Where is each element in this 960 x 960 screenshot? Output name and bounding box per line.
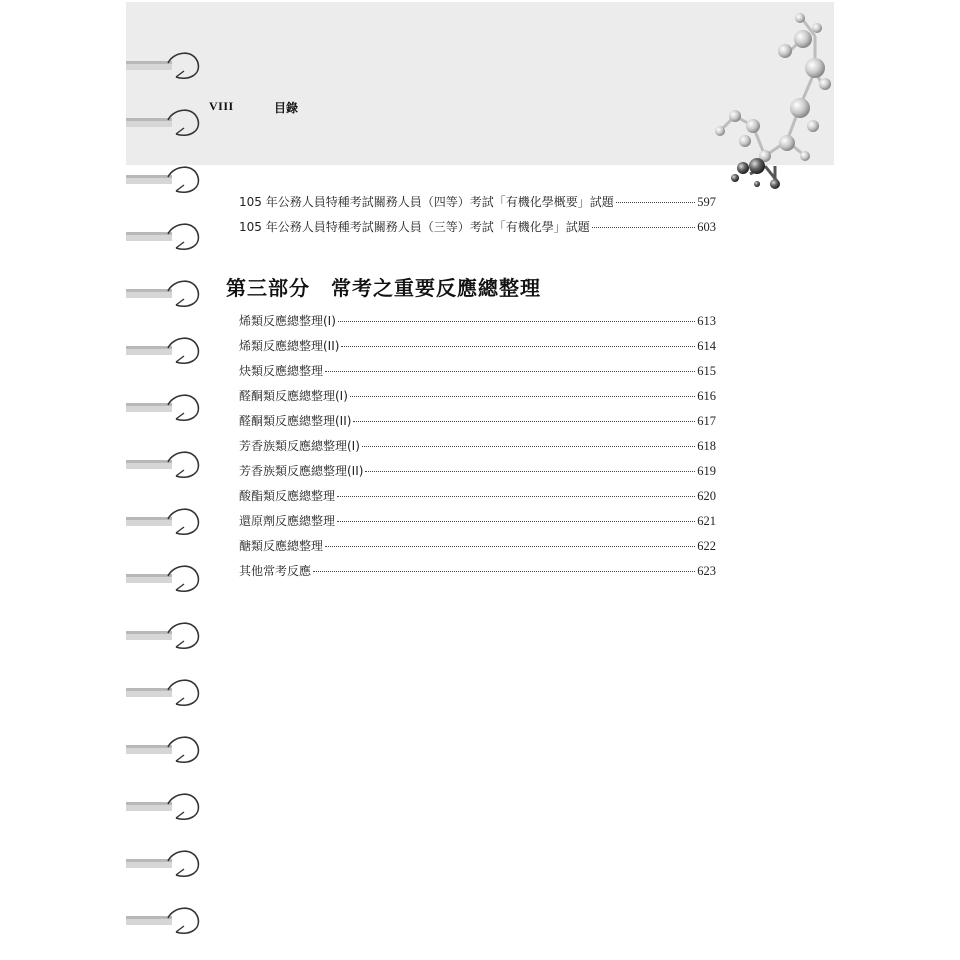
spiral-binding-ring-icon — [126, 53, 198, 78]
dot-leader — [616, 202, 696, 203]
toc-entry[interactable] — [239, 387, 716, 405]
dot-leader — [325, 371, 695, 372]
dot-leader — [365, 471, 695, 472]
spiral-binding-ring-icon — [126, 623, 198, 648]
spiral-binding-ring-icon — [126, 452, 198, 477]
toc-entry-page: 614 — [697, 339, 716, 353]
toc-entry-title: 芳香族類反應總整理(II) — [239, 464, 364, 478]
toc-entry[interactable] — [239, 512, 716, 530]
toc-entry-title: 酸酯類反應總整理 — [239, 489, 336, 503]
toc-entry[interactable] — [239, 412, 716, 430]
toc-entry-title: 105 年公務人員特種考試關務人員（三等）考試「有機化學」試題 — [239, 220, 590, 234]
toc-entry-page: 616 — [697, 389, 716, 403]
toc-entry-title: 醣類反應總整理 — [239, 539, 324, 553]
spiral-binding-ring-icon — [126, 851, 198, 876]
toc-entry-page: 622 — [697, 539, 716, 553]
toc-entry[interactable] — [239, 487, 716, 505]
molecule-model-icon — [705, 6, 835, 196]
spiral-binding — [124, 40, 204, 940]
spiral-binding-ring-icon — [126, 794, 198, 819]
spiral-binding-ring-icon — [126, 566, 198, 591]
spiral-binding-ring-icon — [126, 680, 198, 705]
toc-entry-title: 其他常考反應 — [239, 564, 312, 578]
spiral-binding-ring-icon — [126, 110, 198, 135]
toc-entry-title: 烯類反應總整理(II) — [239, 339, 340, 353]
dot-leader — [337, 521, 695, 522]
dot-leader — [592, 227, 696, 228]
spiral-binding-ring-icon — [126, 737, 198, 762]
dot-leader — [338, 321, 695, 322]
page-number: VIII — [209, 99, 234, 113]
dot-leader — [362, 446, 695, 447]
section-heading: 第三部分 常考之重要反應總整理 — [226, 276, 541, 300]
dot-leader — [350, 396, 695, 397]
toc-entry-page: 615 — [697, 364, 716, 378]
toc-entry-title: 炔類反應總整理 — [239, 364, 324, 378]
dot-leader — [337, 496, 695, 497]
toc-entry[interactable] — [239, 337, 716, 355]
toc-entry[interactable] — [239, 193, 716, 211]
spiral-binding-ring-icon — [126, 338, 198, 363]
toc-entry-title: 醛酮類反應總整理(II) — [239, 414, 352, 428]
toc-entry[interactable] — [239, 437, 716, 455]
toc-entry-page: 618 — [697, 439, 716, 453]
dot-leader — [353, 421, 695, 422]
toc-entry[interactable] — [239, 362, 716, 380]
toc-entry[interactable] — [239, 462, 716, 480]
toc-entry-page: 613 — [697, 314, 716, 328]
toc-entry-page: 619 — [697, 464, 716, 478]
toc-entry-page: 617 — [697, 414, 716, 428]
toc-entry-page: 620 — [697, 489, 716, 503]
toc-entry[interactable] — [239, 562, 716, 580]
toc-entry-title: 醛酮類反應總整理(I) — [239, 389, 348, 403]
toc-entry-page: 603 — [697, 220, 716, 234]
dot-leader — [341, 346, 695, 347]
toc-entry-page: 597 — [697, 195, 716, 209]
spiral-binding-ring-icon — [126, 908, 198, 933]
toc-entry-page: 621 — [697, 514, 716, 528]
dot-leader — [313, 571, 695, 572]
spiral-binding-ring-icon — [126, 509, 198, 534]
spiral-binding-ring-icon — [126, 167, 198, 192]
toc-entry-title: 芳香族類反應總整理(I) — [239, 439, 360, 453]
spiral-binding-ring-icon — [126, 224, 198, 249]
toc-entry[interactable] — [239, 537, 716, 555]
spiral-binding-ring-icon — [126, 395, 198, 420]
toc-entry-page: 623 — [697, 564, 716, 578]
dot-leader — [325, 546, 695, 547]
toc-entry[interactable] — [239, 218, 716, 236]
spiral-binding-ring-icon — [126, 53, 198, 933]
page-title: 目錄 — [274, 101, 299, 115]
spiral-binding-ring-icon — [126, 281, 198, 306]
toc-entry-title: 105 年公務人員特種考試關務人員（四等）考試「有機化學概要」試題 — [239, 195, 614, 209]
toc-entry[interactable] — [239, 312, 716, 330]
toc-entry-title: 還原劑反應總整理 — [239, 514, 336, 528]
toc-entry-title: 烯類反應總整理(I) — [239, 314, 336, 328]
